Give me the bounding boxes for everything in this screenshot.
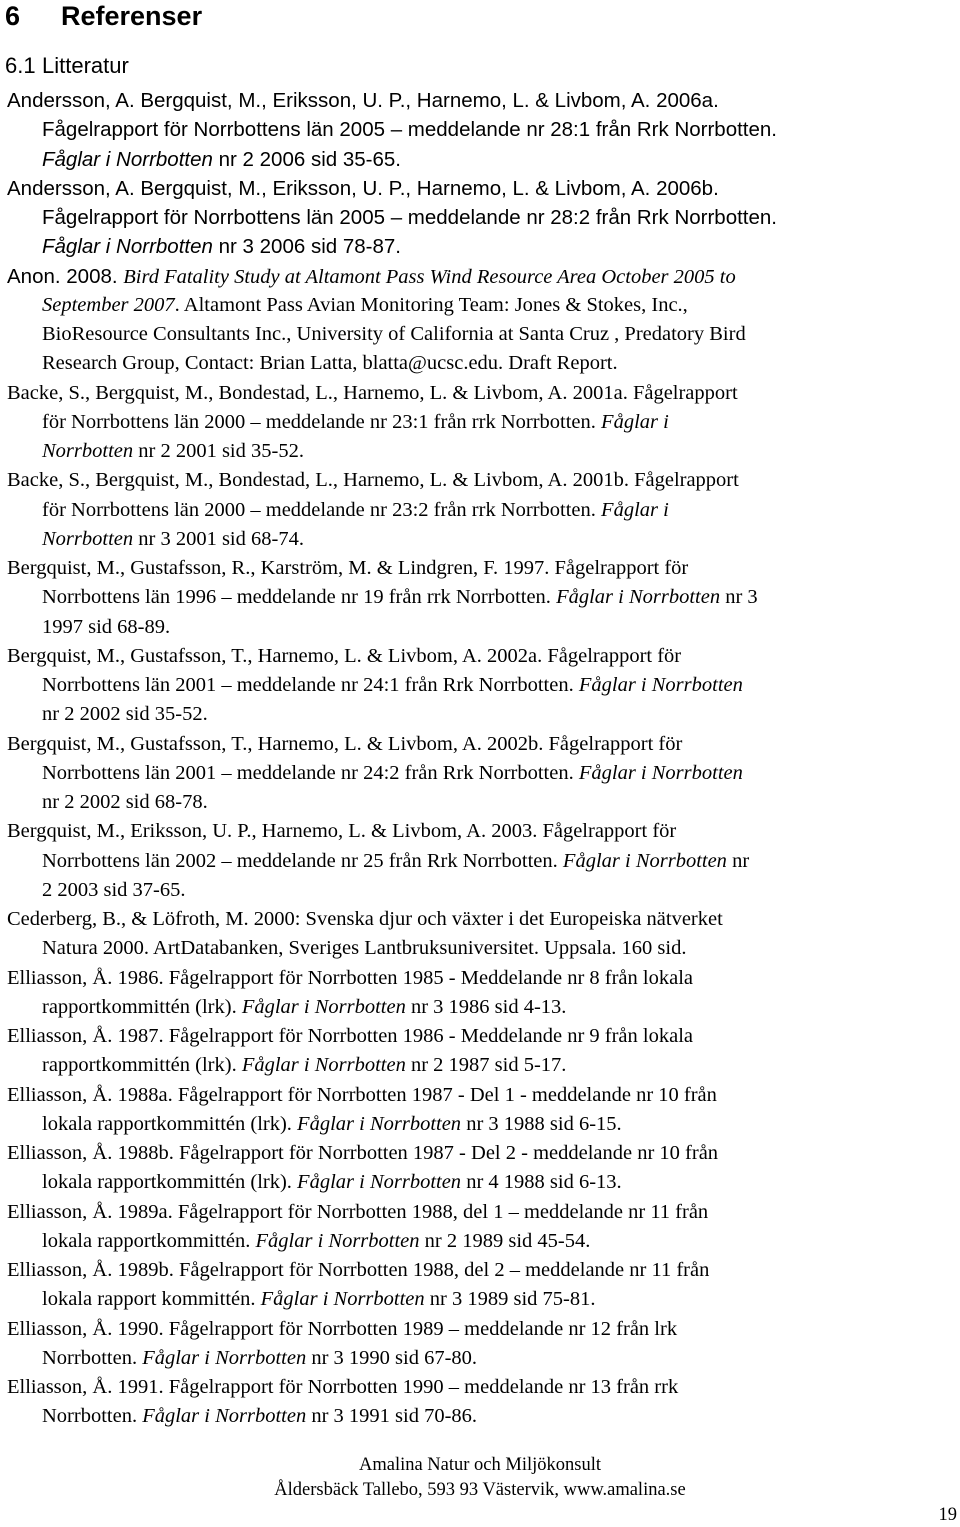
reference-line: [42, 1168, 622, 1197]
reference-line: [7, 1139, 718, 1168]
reference-text: nr 3: [720, 586, 758, 609]
reference-line: [42, 525, 304, 554]
reference-line: [42, 993, 566, 1022]
reference-text: 1997 sid 68-89.: [42, 615, 171, 638]
reference-line: [42, 1402, 477, 1431]
reference-text: nr 3 2001 sid 68-74.: [133, 527, 304, 550]
reference-text: nr 3 1986 sid 4-13.: [405, 995, 567, 1018]
journal-title: Fåglar i Norrbotten: [42, 147, 213, 171]
reference-text: Andersson, A. Bergquist, M., Eriksson, U. P., Harnemo, L. & Livbom, A. 2006b.: [7, 176, 719, 200]
journal-title: Fåglar i Norrbotten: [578, 761, 743, 784]
reference-line: [7, 174, 719, 204]
reference-line: [7, 1373, 678, 1402]
reference-line: [42, 1051, 566, 1080]
reference-text: nr 2 1987 sid 5-17.: [405, 1054, 567, 1077]
section-number: 6: [5, 1, 21, 31]
journal-title: Norrbotten: [42, 440, 134, 462]
reference-text: för Norrbottens län 2000 – meddelande nr 23:1 från rrk Norrbotten.: [42, 410, 602, 433]
reference-line: [42, 613, 170, 642]
journal-title: Norrbotten: [42, 527, 134, 550]
journal-title: Fåglar i Norrbotten: [260, 1288, 425, 1311]
reference-line: [7, 817, 676, 846]
reference-line: [7, 905, 723, 934]
reference-line: [7, 379, 738, 408]
reference-line: [42, 1285, 595, 1314]
reference-text: nr: [726, 849, 750, 872]
reference-text: Norrbottens län 2002 – meddelande nr 25 från Rrk Norrbotten.: [42, 849, 563, 872]
reference-text: Norrbottens län 1996 – meddelande nr 19 från rrk Norrbotten.: [42, 586, 557, 609]
reference-line: [7, 554, 688, 583]
journal-title: Fåglar i Norrbotten: [241, 1054, 406, 1077]
reference-text: Natura 2000. ArtDatabanken, Sveriges Lantbruksuniversitet. Uppsala. 160 sid.: [42, 937, 687, 960]
reference-line: [42, 788, 208, 817]
reference-line: [7, 1022, 693, 1051]
reference-text: Elliasson, Å. 1990. Fågelrapport för Norrbotten 1989 – meddelande nr 12 från lrk: [7, 1317, 678, 1340]
reference-text: Backe, S., Bergquist, M., Bondestad, L., Harnemo, L. & Livbom, A. 2001a. Fågelrapport: [7, 381, 738, 404]
journal-title: Fåglar i Norrbotten: [241, 995, 406, 1018]
subsection-number: 6.1: [5, 53, 36, 78]
journal-title: Fåglar i Norrbotten: [142, 1405, 307, 1428]
reference-text: nr 2 2006 sid 35-65.: [212, 147, 401, 171]
reference-text: Norrbottens län 2001 – meddelande nr 24:2 från Rrk Norrbotten.: [42, 761, 579, 784]
reference-text: Elliasson, Å. 1988b. Fågelrapport för Norrbotten 1987 - Del 2 - meddelande nr 10 från: [7, 1142, 719, 1164]
reference-text: . Altamont Pass Avian Monitoring Team: Jones & Stokes, Inc.,: [174, 293, 688, 316]
reference-text: lokala rapportkommittén (lrk).: [42, 1171, 298, 1194]
reference-text: 2 2003 sid 37-65.: [42, 878, 186, 901]
reference-line: [7, 1256, 709, 1285]
reference-text: Elliasson, Å. 1989a. Fågelrapport för Norrbotten 1988, del 1 – meddelande nr 11 från: [7, 1200, 709, 1223]
reference-line: [42, 1227, 590, 1256]
reference-text: lokala rapportkommittén.: [42, 1229, 256, 1252]
reference-line: [7, 86, 719, 116]
reference-text: Norrbotten.: [42, 1405, 143, 1428]
reference-text: Norrbotten.: [42, 1346, 143, 1369]
reference-line: [7, 1315, 677, 1344]
reference-line: [42, 320, 746, 349]
journal-title: Fåglar i Norrbotten: [42, 235, 213, 259]
reference-text: nr 3 1989 sid 75-81.: [424, 1288, 596, 1311]
reference-text: lokala rapport kommittén.: [42, 1288, 261, 1311]
journal-title: Fåglar i Norrbotten: [142, 1346, 307, 1369]
reference-line: [42, 759, 743, 788]
reference-line: [42, 1110, 622, 1139]
reference-line: [42, 232, 401, 262]
journal-title: Fåglar i Norrbotten: [297, 1112, 462, 1135]
reference-line: [42, 115, 777, 145]
reference-line: [42, 1344, 477, 1373]
reference-line: [7, 262, 736, 292]
reference-text: Research Group, Contact: Brian Latta, blatta@ucsc.edu. Draft Report.: [42, 352, 618, 375]
journal-title: Fåglar i Norrbotten: [578, 674, 743, 696]
reference-text: Bergquist, M., Eriksson, U. P., Harnemo, L. & Livbom, A. 2003. Fågelrapport för: [7, 820, 677, 843]
reference-text: nr 3 2006 sid 78-87.: [212, 235, 401, 259]
reference-text: nr 2 2002 sid 35-52.: [42, 703, 208, 726]
reference-line: [7, 1198, 708, 1227]
reference-line: [42, 203, 777, 233]
section-heading: [5, 0, 202, 32]
reference-line: [42, 671, 743, 700]
reference-text: Elliasson, Å. 1987. Fågelrapport för Norrbotten 1986 - Meddelande nr 9 från lokala: [7, 1025, 693, 1047]
subsection-title: Litteratur: [42, 53, 129, 78]
page-number: 19: [938, 1505, 957, 1525]
reference-text: nr 2 1989 sid 45-54.: [419, 1229, 591, 1252]
reference-text: rapportkommittén (lrk).: [42, 995, 242, 1018]
journal-title: Fåglar i Norrbotten: [255, 1229, 420, 1252]
reference-line: [42, 291, 688, 320]
reference-text: Elliasson, Å. 1986. Fågelrapport för Norrbotten 1985 - Meddelande nr 8 från lokala: [7, 966, 693, 989]
reference-text: Fågelrapport för Norrbottens län 2005 – meddelande nr 28:1 från Rrk Norrbotten.: [42, 118, 777, 142]
reference-text: för Norrbottens län 2000 – meddelande nr 23:2 från rrk Norrbotten.: [42, 498, 602, 521]
journal-title: September 2007: [42, 293, 175, 316]
reference-text: nr 3 1991 sid 70-86.: [306, 1405, 478, 1428]
journal-title: Fåglar i Norrbotten: [562, 849, 727, 872]
journal-title: Fåglar i Norrbotten: [556, 586, 721, 609]
reference-text: BioResource Consultants Inc., University of California at Santa Cruz , Predatory Bird: [42, 323, 746, 345]
reference-line: [42, 583, 758, 612]
reference-text: Cederberg, B., & Löfroth, M. 2000: Svenska djur och växter i det Europeiska nätverket: [7, 908, 723, 930]
reference-line: [42, 496, 669, 525]
reference-text: Anon. 2008.: [7, 264, 124, 288]
reference-line: [7, 642, 681, 671]
reference-line: [42, 700, 208, 729]
reference-line: [7, 730, 682, 759]
journal-title: Bird Fatality Study at Altamont Pass Wind Resource Area October 2005 to: [123, 265, 736, 288]
reference-line: [42, 145, 401, 175]
reference-line: [7, 1081, 717, 1110]
journal-title: Fåglar i: [601, 410, 669, 433]
reference-line: [42, 349, 618, 378]
journal-title: Fåglar i Norrbotten: [297, 1171, 462, 1194]
reference-line: [42, 437, 304, 466]
section-title: Referenser: [61, 1, 203, 31]
footer-company: Amalina Natur och Miljökonsult: [358, 1455, 601, 1475]
reference-line: [42, 934, 686, 963]
reference-text: Norrbottens län 2001 – meddelande nr 24:1 från Rrk Norrbotten.: [42, 674, 579, 696]
reference-line: [42, 876, 186, 905]
reference-text: Bergquist, M., Gustafsson, T., Harnemo, L. & Livbom, A. 2002a. Fågelrapport för: [7, 644, 682, 667]
footer-address: Åldersbäck Tallebo, 593 93 Västervik, www.amalina.se: [274, 1480, 686, 1500]
reference-line: [42, 408, 669, 437]
reference-text: rapportkommittén (lrk).: [42, 1054, 242, 1077]
subsection-heading: [5, 52, 129, 80]
reference-text: Bergquist, M., Gustafsson, T., Harnemo, L. & Livbom, A. 2002b. Fågelrapport för: [7, 732, 683, 755]
reference-text: Elliasson, Å. 1988a. Fågelrapport för Norrbotten 1987 - Del 1 - meddelande nr 10 från: [7, 1083, 717, 1106]
reference-line: [7, 466, 739, 495]
reference-text: nr 2 2001 sid 35-52.: [133, 440, 304, 462]
reference-text: Elliasson, Å. 1989b. Fågelrapport för Norrbotten 1988, del 2 – meddelande nr 11 från: [7, 1259, 710, 1281]
reference-text: Fågelrapport för Norrbottens län 2005 – meddelande nr 28:2 från Rrk Norrbotten.: [42, 206, 777, 229]
reference-text: nr 4 1988 sid 6-13.: [461, 1171, 622, 1194]
reference-text: Andersson, A. Bergquist, M., Eriksson, U. P., Harnemo, L. & Livbom, A. 2006a.: [7, 89, 719, 112]
reference-line: [42, 847, 749, 876]
reference-text: nr 3 1988 sid 6-15.: [461, 1112, 622, 1135]
journal-title: Fåglar i: [601, 498, 669, 521]
reference-text: lokala rapportkommittén (lrk).: [42, 1112, 298, 1135]
reference-text: Bergquist, M., Gustafsson, R., Karström, M. & Lindgren, F. 1997. Fågelrapport för: [7, 557, 689, 579]
reference-text: nr 3 1990 sid 67-80.: [306, 1346, 478, 1369]
reference-line: [7, 964, 693, 993]
reference-text: Elliasson, Å. 1991. Fågelrapport för Norrbotten 1990 – meddelande nr 13 från rrk: [7, 1376, 679, 1398]
reference-text: nr 2 2002 sid 68-78.: [42, 791, 208, 813]
reference-text: Backe, S., Bergquist, M., Bondestad, L., Harnemo, L. & Livbom, A. 2001b. Fågelrapport: [7, 469, 739, 492]
